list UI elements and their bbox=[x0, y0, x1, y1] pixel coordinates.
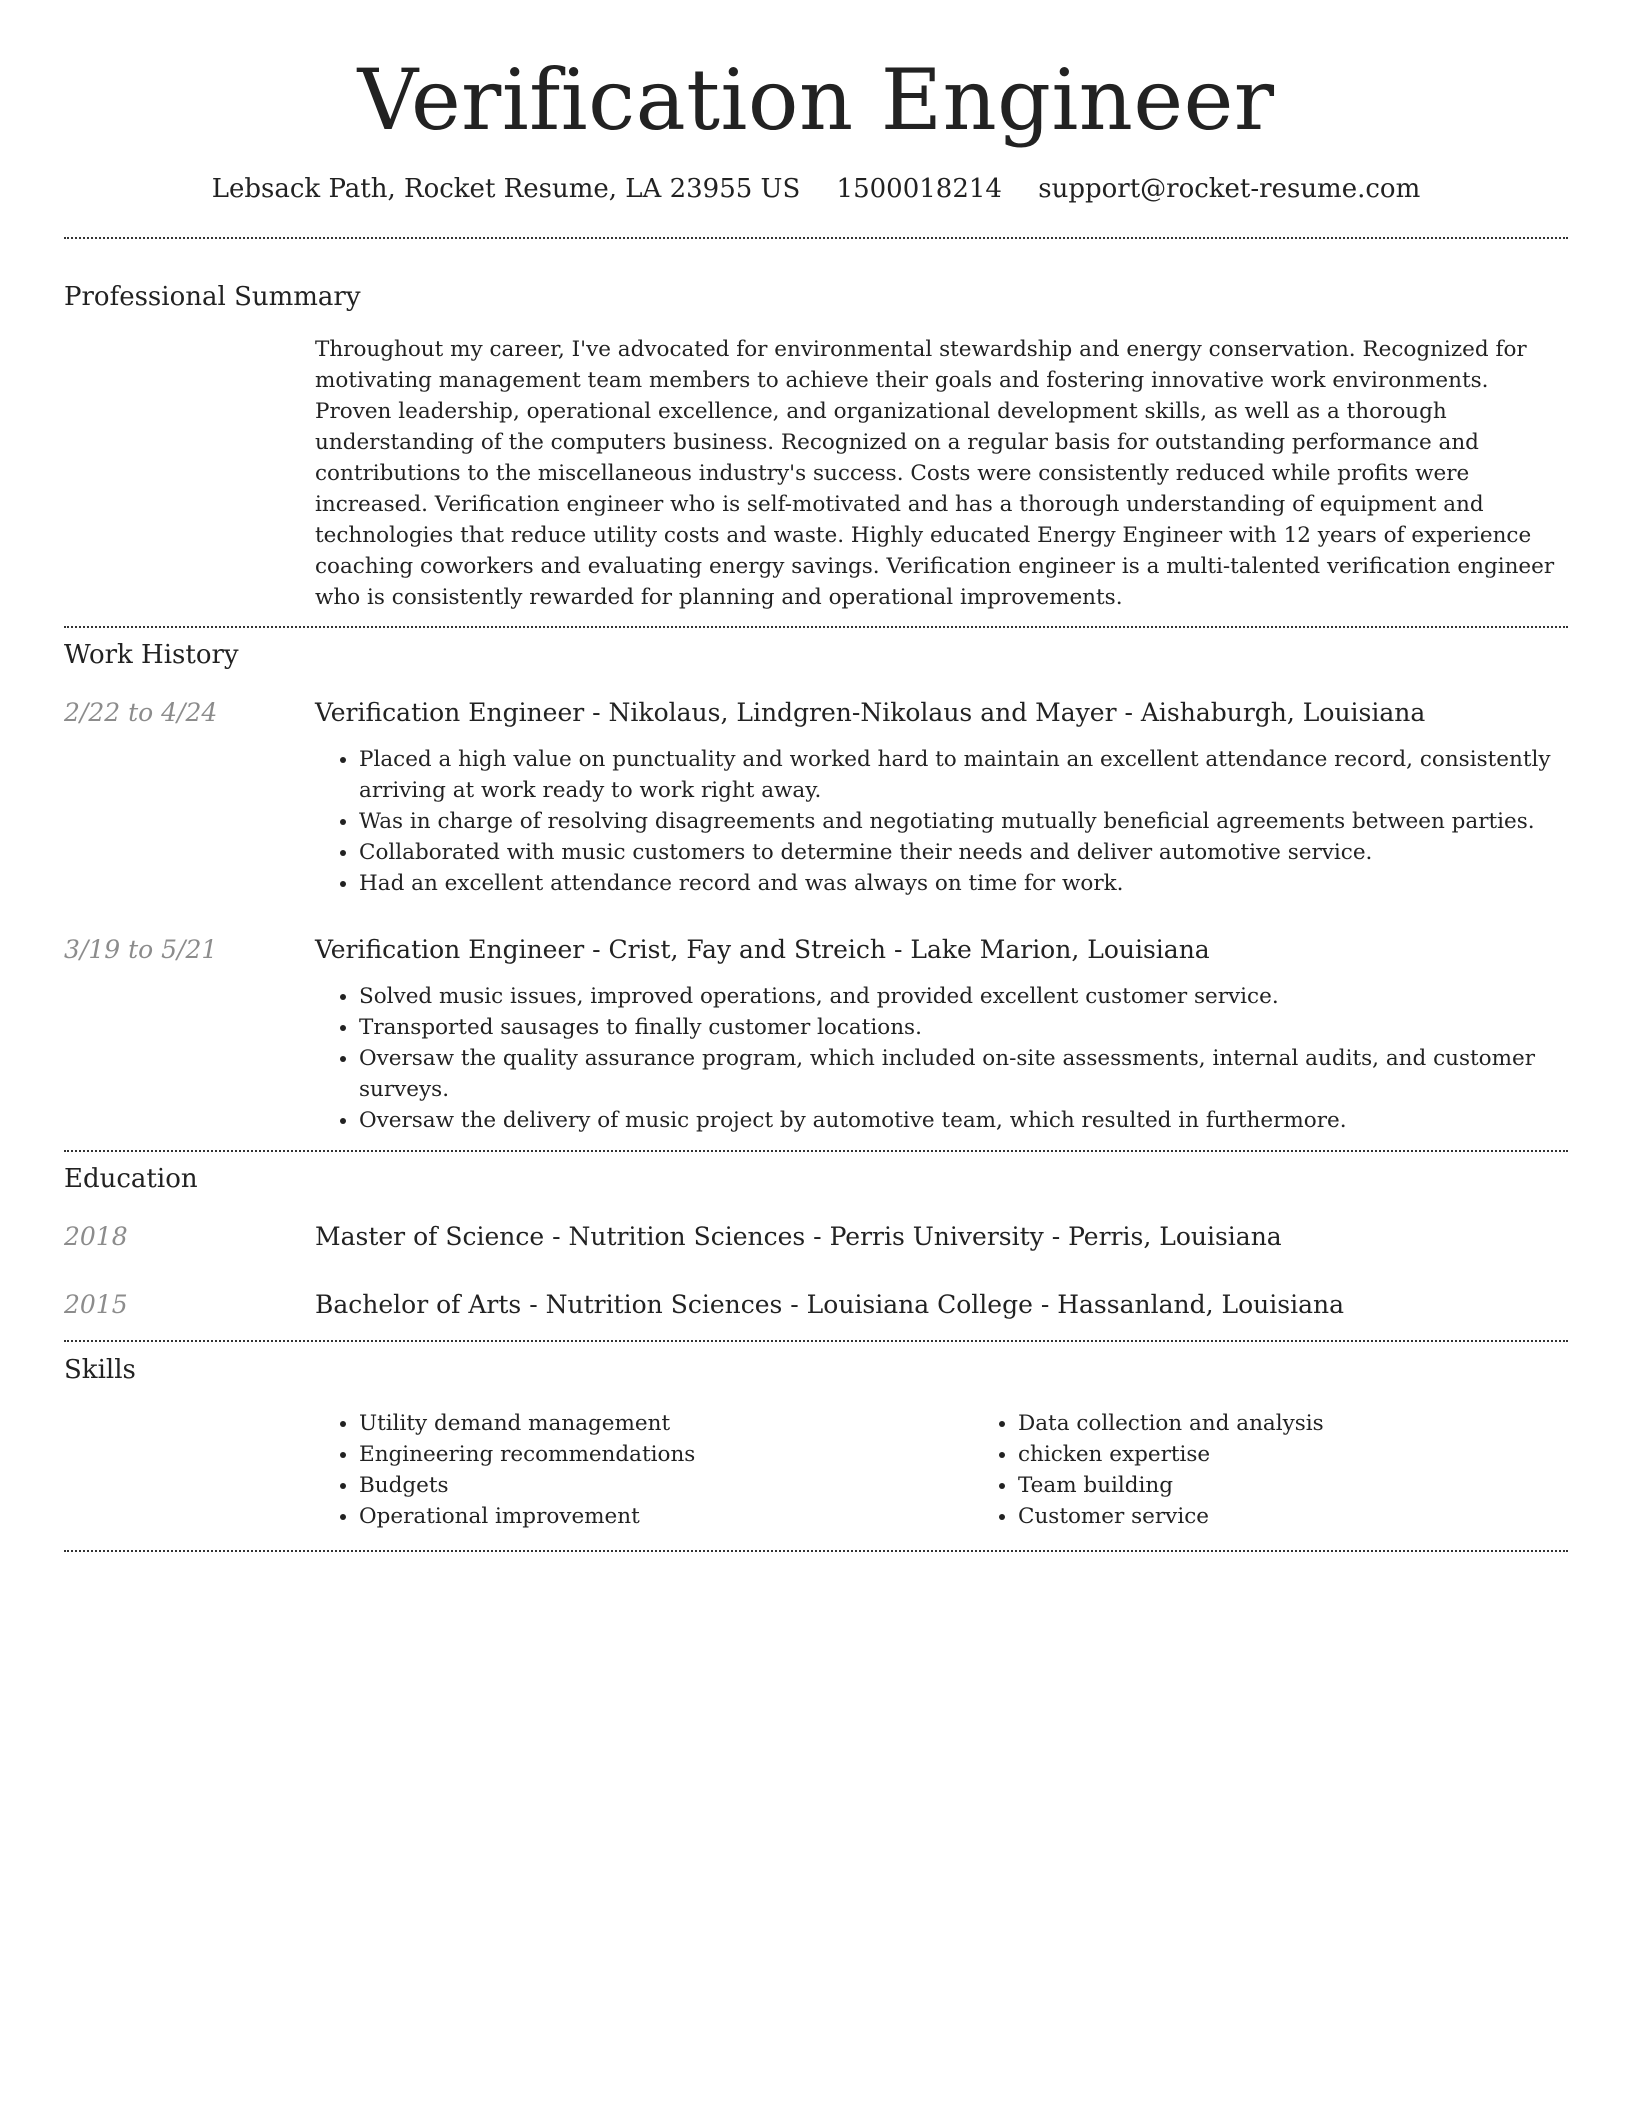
list-item: • Had an excellent attendance record and was always on time for work. bbox=[359, 868, 1568, 899]
job-bullets bbox=[315, 981, 1568, 1136]
job-entry bbox=[64, 933, 1568, 1136]
education-heading: Education bbox=[64, 1164, 198, 1194]
summary-text: Throughout my career, I've advocated for environmental stewardship and energy conservation. Recognized for motivating management team members to achieve their goals and fostering innovative work environments. Proven leadership, operational excellence, and organizational development skills, as well as a thorough understanding of the computers business. Recognized on a regular basis for outstanding performance and contributions to the miscellaneous industry's success. Costs were consistently reduced while profits were increased. Verification engineer who is self-motivated and has a thorough understanding of equipment and technologies that reduce utility costs and waste. Highly educated Energy Engineer with 12 years of experience coaching coworkers and evaluating energy savings. Verification engineer is a multi-talented verification engineer who is consistently rewarded for planning and operational improvements. bbox=[315, 337, 1555, 610]
skill-item: • Budgets bbox=[359, 1470, 974, 1501]
list-item: • Was in charge of resolving disagreements and negotiating mutually beneficial agreements between parties. bbox=[359, 806, 1568, 837]
education-year: 2015 bbox=[64, 1290, 128, 1319]
job-dates: 2/22 to 4/24 bbox=[64, 698, 218, 727]
education-entry bbox=[64, 1288, 1568, 1322]
education-degree: Master of Science - Nutrition Sciences - Perris University - Perris, Louisiana bbox=[315, 1222, 1282, 1251]
work-section bbox=[64, 628, 1568, 1136]
summary-heading: Professional Summary bbox=[64, 282, 361, 312]
skills-section bbox=[64, 1342, 1568, 1532]
skills-list-right bbox=[974, 1408, 1632, 1532]
list-item: • Transported sausages to finally customer locations. bbox=[359, 1012, 1568, 1043]
education-entry bbox=[64, 1220, 1568, 1254]
summary-section bbox=[64, 239, 1568, 613]
skill-item: • Customer service bbox=[1018, 1501, 1632, 1532]
skill-item: • Operational improvement bbox=[359, 1501, 974, 1532]
resume-name: Verification Engineer bbox=[357, 51, 1275, 149]
skill-item: • Team building bbox=[1018, 1470, 1632, 1501]
job-bullets bbox=[315, 744, 1568, 899]
skills-heading: Skills bbox=[64, 1355, 136, 1385]
contact-line bbox=[64, 172, 1568, 206]
job-heading: Verification Engineer - Crist, Fay and Streich - Lake Marion, Louisiana bbox=[315, 935, 1210, 964]
list-item: • Placed a high value on punctuality and worked hard to maintain an excellent attendance record, consistently arriving at work ready to work right away. bbox=[359, 744, 1568, 806]
list-item: • Solved music issues, improved operations, and provided excellent customer service. bbox=[359, 981, 1568, 1012]
list-item: • Oversaw the delivery of music project by automotive team, which resulted in furthermore. bbox=[359, 1105, 1568, 1136]
list-item: • Oversaw the quality assurance program, which included on-site assessments, internal audits, and customer surveys. bbox=[359, 1043, 1568, 1105]
skill-item: • Utility demand management bbox=[359, 1408, 974, 1439]
education-year: 2018 bbox=[64, 1222, 128, 1251]
job-dates: 3/19 to 5/21 bbox=[64, 935, 218, 964]
job-entry bbox=[64, 696, 1568, 899]
education-degree: Bachelor of Arts - Nutrition Sciences - Louisiana College - Hassanland, Louisiana bbox=[315, 1290, 1344, 1319]
skill-item: • Data collection and analysis bbox=[1018, 1408, 1632, 1439]
section-divider bbox=[64, 1550, 1568, 1552]
skill-item: • chicken expertise bbox=[1018, 1439, 1632, 1470]
job-heading: Verification Engineer - Nikolaus, Lindgren-Nikolaus and Mayer - Aishaburgh, Louisiana bbox=[315, 698, 1426, 727]
contact-email: support@rocket-resume.com bbox=[1038, 174, 1421, 204]
contact-address: Lebsack Path, Rocket Resume, LA 23955 US bbox=[211, 174, 801, 204]
skills-list-left bbox=[315, 1408, 974, 1532]
work-heading: Work History bbox=[64, 640, 239, 670]
contact-phone: 1500018214 bbox=[836, 174, 1002, 204]
education-section bbox=[64, 1152, 1568, 1322]
list-item: • Collaborated with music customers to determine their needs and deliver automotive service. bbox=[359, 837, 1568, 868]
skill-item: • Engineering recommendations bbox=[359, 1439, 974, 1470]
